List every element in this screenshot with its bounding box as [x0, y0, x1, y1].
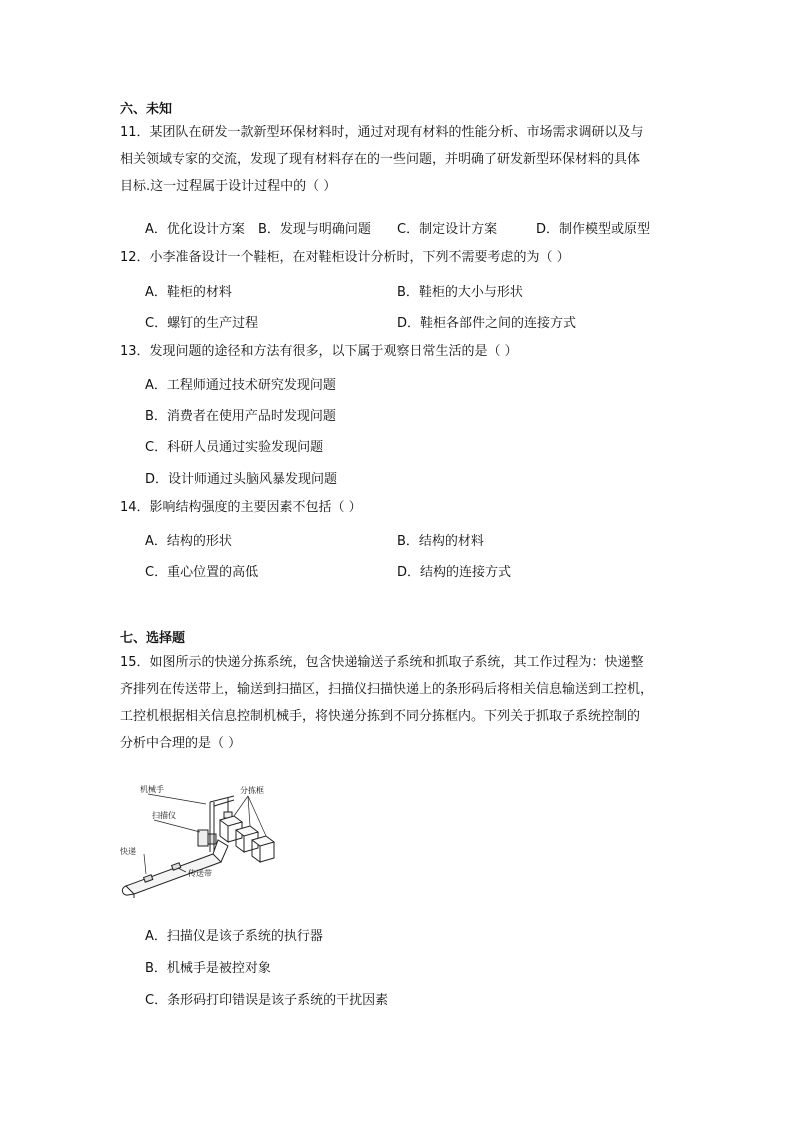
question-11-line-3: 目标.这一过程属于设计过程中的（ ）	[120, 179, 337, 194]
section-title-six: 六、未知	[120, 102, 173, 117]
sorting-bins	[220, 816, 274, 862]
question-15-line-1: 15．如图所示的快递分拣系统，包含快递输送子系统和抓取子系统，其工作过程为：快递整	[120, 655, 644, 670]
question-15-stem	[120, 649, 680, 757]
question-12-option-a: A．鞋柜的材料	[145, 285, 232, 300]
question-14-option-a: A．结构的形状	[145, 534, 232, 549]
sorting-system-figure	[118, 782, 288, 900]
question-14-line-1: 14．影响结构强度的主要因素不包括（ ）	[120, 500, 362, 515]
question-14-option-d: D．结构的连接方式	[397, 565, 512, 580]
question-15-line-3: 工控机根据相关信息控制机械手，将快递分拣到不同分拣框内。下列关于抓取子系统控制的	[120, 709, 641, 724]
label-robot-arm: 机械手	[140, 785, 164, 794]
question-13-line-1: 13．发现问题的途径和方法有很多，以下属于观察日常生活的是（ ）	[120, 344, 518, 359]
question-11-stem	[120, 119, 680, 200]
section-title-seven: 七、选择题	[120, 631, 186, 646]
question-12-option-b: B．鞋柜的大小与形状	[397, 285, 523, 300]
question-15-option-c: C．条形码打印错误是该子系统的干扰因素	[145, 993, 389, 1008]
question-12-option-c: C．螺钉的生产过程	[145, 316, 259, 331]
question-11-option-c: C．制定设计方案	[397, 222, 498, 237]
scanner-device	[198, 830, 216, 846]
question-11-option-a: A．优化设计方案	[145, 222, 245, 237]
label-sorting-bins: 分拣框	[240, 786, 264, 795]
label-scanner: 扫描仪	[152, 811, 176, 820]
question-15-option-a: A．扫描仪是该子系统的执行器	[145, 929, 323, 944]
question-11-line-2: 相关领域专家的交流，发现了现有材料存在的一些问题，并明确了研发新型环保材料的具体	[120, 152, 641, 167]
question-11-option-b: B．发现与明确问题	[258, 222, 371, 237]
question-14-stem	[120, 494, 680, 521]
question-14-option-c: C．重心位置的高低	[145, 565, 259, 580]
question-12-option-d: D．鞋柜各部件之间的连接方式	[397, 316, 577, 331]
question-11-option-d: D．制作模型或原型	[536, 222, 651, 237]
question-12-line-1: 12．小李准备设计一个鞋柜，在对鞋柜设计分析时，下列不需要考虑的为（ ）	[120, 250, 570, 265]
question-14-option-b: B．结构的材料	[397, 534, 484, 549]
label-parcel: 快递	[120, 847, 136, 856]
label-conveyor-belt: 传送带	[188, 869, 212, 878]
question-15-line-4: 分析中合理的是（ ）	[120, 736, 242, 751]
question-15-option-b: B．机械手是被控对象	[145, 961, 271, 976]
question-13-stem	[120, 338, 680, 365]
question-13-option-b: B．消费者在使用产品时发现问题	[145, 409, 336, 424]
question-12-stem	[120, 244, 680, 271]
question-11-line-1: 11．某团队在研发一款新型环保材料时，通过对现有材料的性能分析、市场需求调研以及与	[120, 125, 644, 140]
question-13-option-d: D．设计师通过头脑风暴发现问题	[145, 472, 338, 487]
question-13-option-a: A．工程师通过技术研究发现问题	[145, 378, 336, 393]
question-15-line-2: 齐排列在传送带上，输送到扫描区，扫描仪扫描快递上的条形码后将相关信息输送到工控机，	[120, 682, 654, 697]
question-13-option-c: C．科研人员通过实验发现问题	[145, 440, 324, 455]
